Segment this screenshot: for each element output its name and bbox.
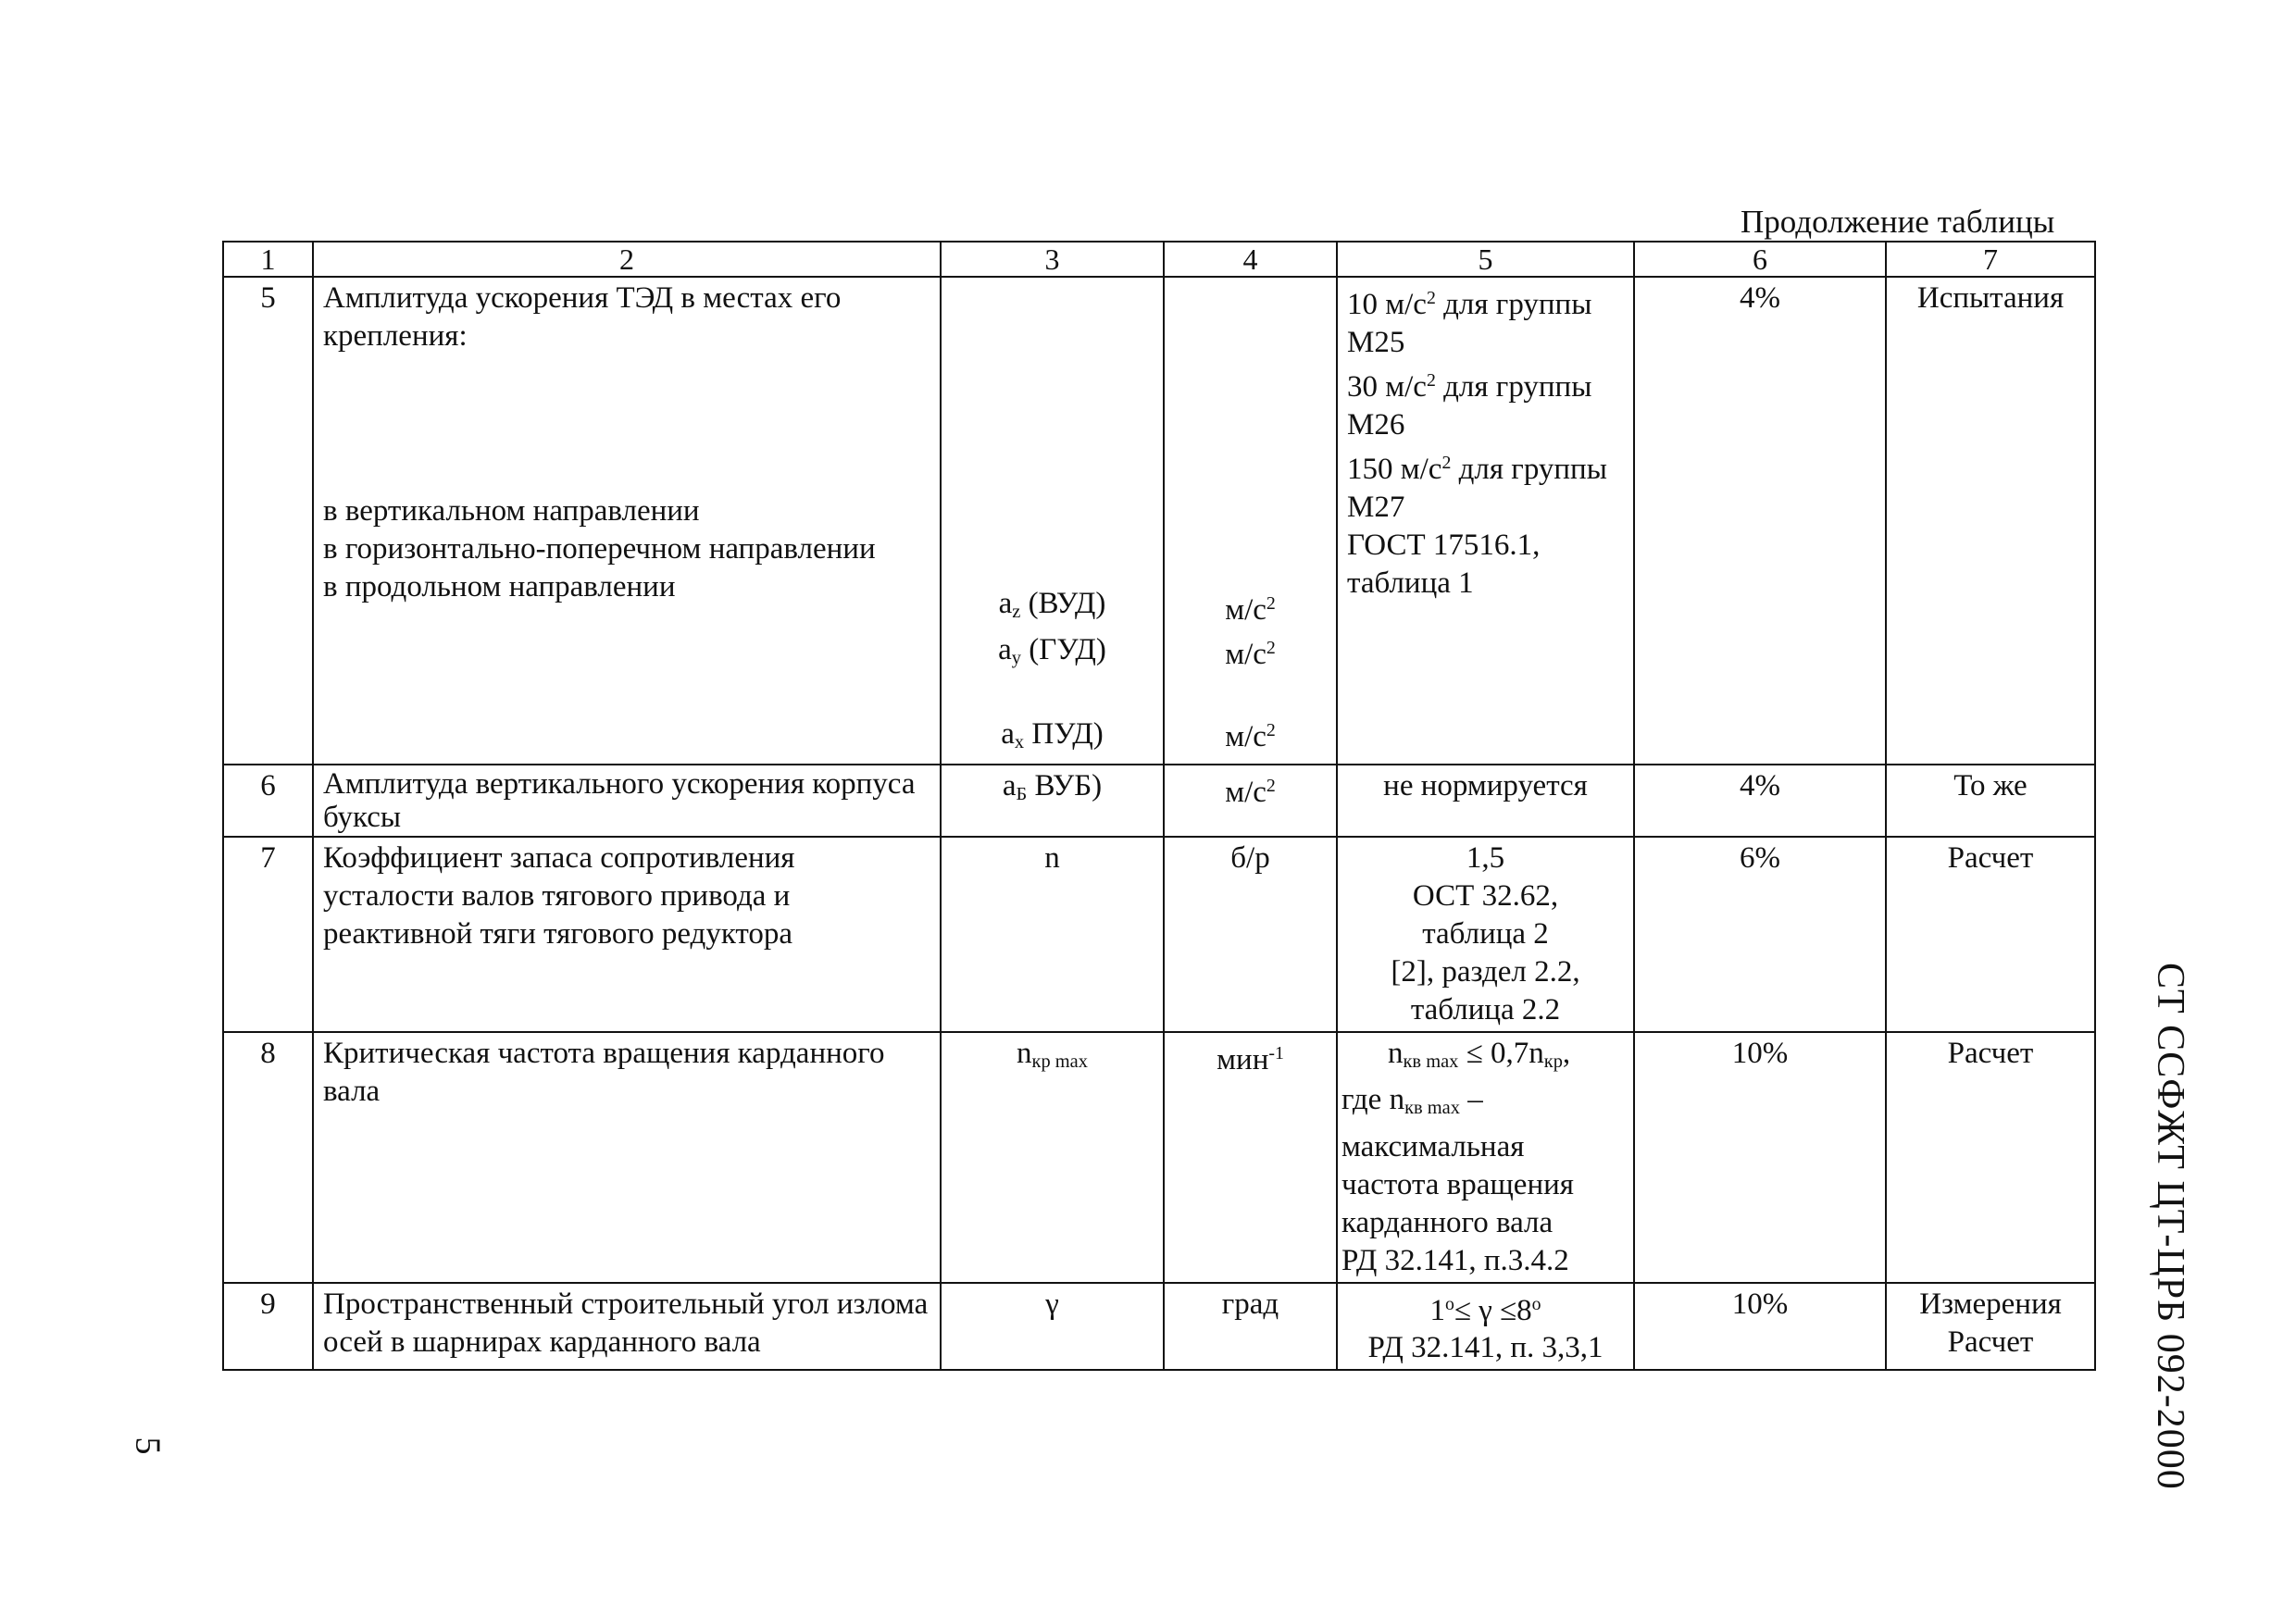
table-row [223, 765, 2095, 837]
unit-cell: мин$^{-1}$ [1164, 1032, 1337, 1282]
page-number: 5 [128, 1437, 168, 1455]
parameter-cell: Амплитуда вертикального ускорения корпуса буксы [313, 765, 941, 837]
norm-cell [1337, 837, 1634, 1032]
table-row [223, 277, 2095, 765]
row-number: 8 [223, 1032, 313, 1282]
norm-reference: РД 32.141, п. 3,3,1 [1367, 1331, 1603, 1365]
error-cell: 10% [1634, 1283, 1886, 1371]
table-row [223, 1283, 2095, 1371]
header-cell: 5 [1337, 242, 1634, 277]
symbol-cell: n [941, 837, 1164, 1032]
norm-line: ГОСТ 17516.1, таблица 1 [1347, 528, 1541, 600]
header-cell: 6 [1634, 242, 1886, 277]
error-cell: 6% [1634, 837, 1886, 1032]
symbol-cell: $n_{кр max}$ [941, 1032, 1164, 1282]
method-cell: Расчет [1886, 1032, 2095, 1282]
method-cell [1886, 1283, 2095, 1371]
norm-line: таблица 2.2 [1410, 993, 1561, 1027]
symbol: $a_z$ (ВУД) [998, 587, 1106, 623]
norm-line: [2], раздел 2.2, [1391, 955, 1580, 989]
unit: $м/с^2$ [1225, 719, 1276, 753]
unit: $м/с^2$ [1225, 637, 1276, 671]
error-cell: 4% [1634, 765, 1886, 837]
parameter-cell: Коэффициент запаса сопротивления усталости валов тягового привода и реактивной тяги тягового редуктора [313, 837, 941, 1032]
method-line: Измерения [1919, 1287, 2062, 1321]
row-number: 6 [223, 765, 313, 837]
row-number: 7 [223, 837, 313, 1032]
norm-cell [1337, 1032, 1634, 1282]
symbol-cell: γ [941, 1283, 1164, 1371]
row-number: 5 [223, 277, 313, 765]
method-cell: Испытания [1886, 277, 2095, 765]
table-row [223, 837, 2095, 1032]
norm-reference: РД 32.141, п.3.4.2 [1341, 1243, 1569, 1277]
norm-cell [1337, 277, 1634, 765]
norm-line: 150 $м/с^2$ для группы М27 [1347, 452, 1607, 524]
document-designation [2149, 963, 2192, 1490]
parameter-title: Амплитуда ускорения ТЭД в местах его крепления: [323, 281, 842, 353]
norm-line: 1,5 [1466, 841, 1505, 876]
unit-cell: $м/с^2$ [1164, 765, 1337, 837]
method-cell: То же [1886, 765, 2095, 837]
unit-cell [1164, 277, 1337, 765]
norm-line: 30 $м/с^2$ для группы М26 [1347, 369, 1592, 442]
norm-line: $1^o\le \gamma \le 8^o$ [1429, 1293, 1541, 1327]
method-line: Расчет [1947, 1325, 2034, 1359]
symbol-cell: $a_Б$ ВУБ) [941, 765, 1164, 837]
norm-line: таблица 2 [1422, 917, 1549, 952]
error-cell: 10% [1634, 1032, 1886, 1282]
header-cell: 4 [1164, 242, 1337, 277]
symbol: $a_y$ (ГУД) [998, 633, 1106, 669]
header-cell: 2 [313, 242, 941, 277]
header-row [223, 242, 2095, 277]
sub-parameter: в горизонтально-поперечном направлении [323, 532, 876, 566]
header-cell: 1 [223, 242, 313, 277]
symbol-cell [941, 277, 1164, 765]
sub-parameter: в вертикальном направлении [323, 494, 700, 528]
unit-cell: град [1164, 1283, 1337, 1371]
parameter-cell: Пространственный строительный угол излома осей в шарнирах карданного вала [313, 1283, 941, 1371]
table-row [223, 1032, 2095, 1282]
specification-table [222, 241, 2096, 1371]
unit-cell: б/р [1164, 837, 1337, 1032]
unit: $м/с^2$ [1225, 592, 1276, 627]
error-cell: 4% [1634, 277, 1886, 765]
header-cell: 3 [941, 242, 1164, 277]
symbol: $a_x$ ПУД) [1001, 717, 1104, 753]
table-caption: Продолжение таблицы [1741, 204, 2055, 240]
sub-parameter: в продольном направлении [323, 570, 676, 603]
parameter-cell [313, 277, 941, 765]
document-designation-text: СТ ССФЖТ ЦТ-ЦРБ 092-2000 [2149, 963, 2191, 1490]
norm-cell: не нормируется [1337, 765, 1634, 837]
norm-cell [1337, 1283, 1634, 1371]
header-cell: 7 [1886, 242, 2095, 277]
norm-line: 10 $м/с^2$ для группы М25 [1347, 287, 1592, 359]
row-number: 9 [223, 1283, 313, 1371]
norm-line: $n_{кв max} \le 0,7n_{кр}$, [1388, 1037, 1571, 1073]
method-cell: Расчет [1886, 837, 2095, 1032]
norm-line: ОСТ 32.62, [1412, 879, 1559, 914]
parameter-cell: Критическая частота вращения карданного вала [313, 1032, 941, 1282]
norm-line: где $n_{кв max}$ – максимальная частота вращения карданного вала [1341, 1083, 1574, 1239]
